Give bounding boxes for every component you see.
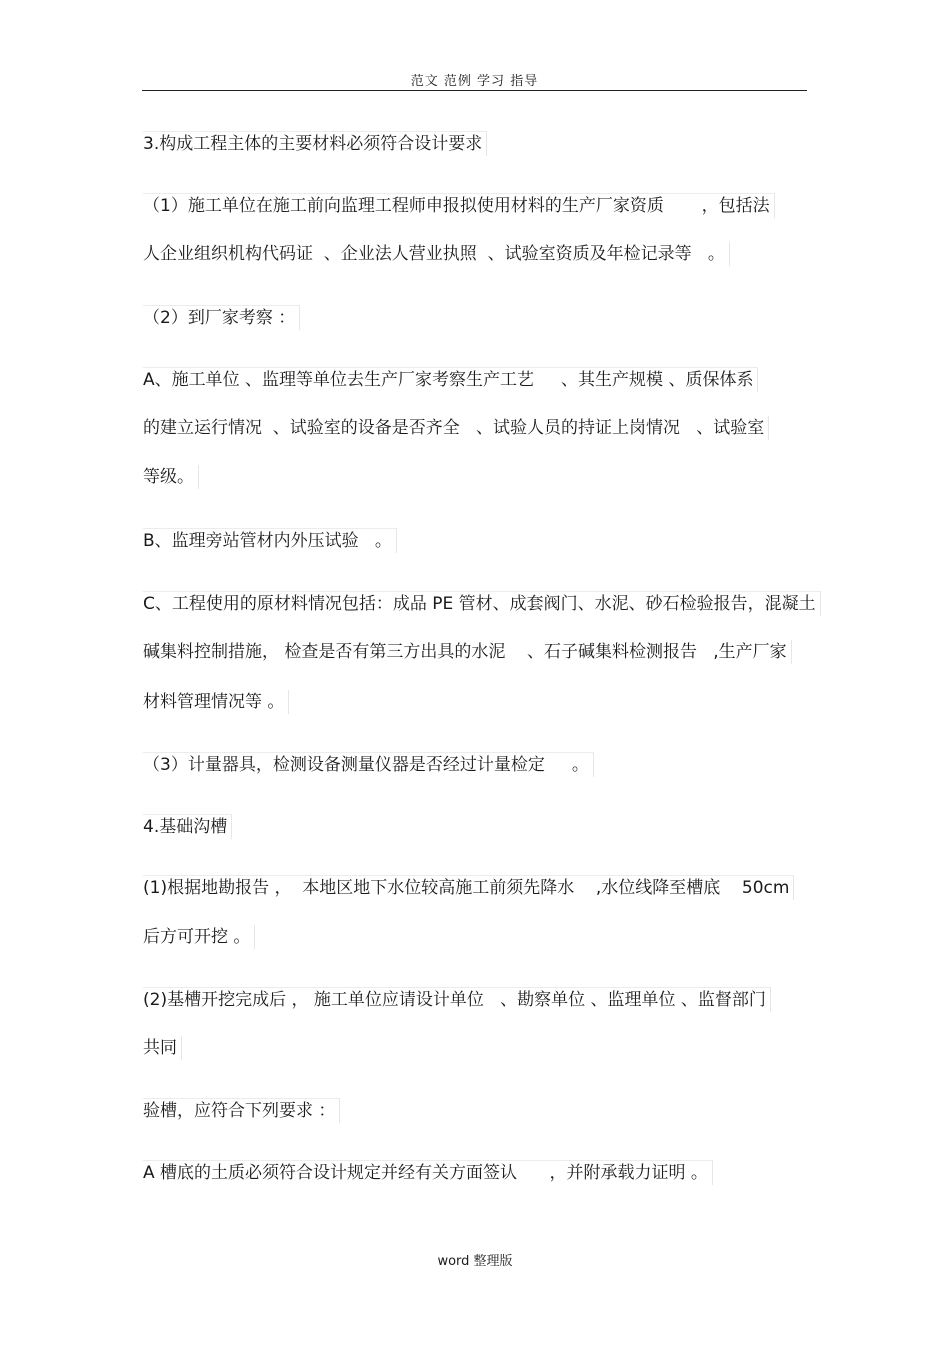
paragraph-line: 的建立运行情况 、试验室的设备是否齐全 、试验人员的持证上岗情况 、试验室	[143, 416, 769, 440]
paragraph-line: 人企业组织机构代码证 、企业法人营业执照 、试验室资质及年检记录等 。	[143, 242, 730, 266]
section-heading: 3.构成工程主体的主要材料必须符合设计要求	[143, 131, 487, 156]
page-header	[142, 68, 807, 91]
paragraph-line: 等级。	[143, 465, 199, 489]
paragraph-line: A 槽底的土质必须符合设计规定并经有关方面签认 ，并附承载力证明 。	[143, 1160, 713, 1185]
paragraph-line: (1)根据地勘报告 ， 本地区地下水位较高施工前须先降水 ,水位线降至槽底 50cm	[143, 875, 794, 900]
paragraph-line: （1）施工单位在施工前向监理工程师申报拟使用材料的生产厂家资质 ，包括法	[143, 193, 775, 218]
paragraph-line: C、工程使用的原材料情况包括：成品 PE 管材、成套阀门、水泥、砂石检验报告，混凝土	[143, 591, 821, 616]
paragraph-line: （2）到厂家考察 ：	[143, 305, 300, 330]
paragraph-line: 碱集料控制措施， 检查是否有第三方出具的水泥 、石子碱集料检测报告 ,生产厂家	[143, 640, 792, 664]
paragraph-line: 共同	[143, 1036, 182, 1060]
page-footer: word 整理版	[437, 1254, 513, 1269]
paragraph-line: 后方可开挖 。	[143, 925, 255, 949]
paragraph-line: B、监理旁站管材内外压试验 。	[143, 528, 397, 553]
section-heading: 4.基础沟槽	[143, 814, 232, 839]
paragraph-line: A、施工单位 、监理等单位去生产厂家考察生产工艺 、其生产规模 、质保体系	[143, 367, 758, 392]
paragraph-line: （3）计量器具，检测设备测量仪器是否经过计量检定 。	[143, 752, 594, 777]
paragraph-line: 验槽，应符合下列要求 ：	[143, 1098, 340, 1123]
paragraph-line: 材料管理情况等 。	[143, 690, 289, 714]
header-text: 范文 范例 学习 指导	[410, 74, 539, 89]
paragraph-line: (2)基槽开挖完成后 ， 施工单位应请设计单位 、勘察单位 、监理单位 、监督部门	[143, 987, 771, 1012]
